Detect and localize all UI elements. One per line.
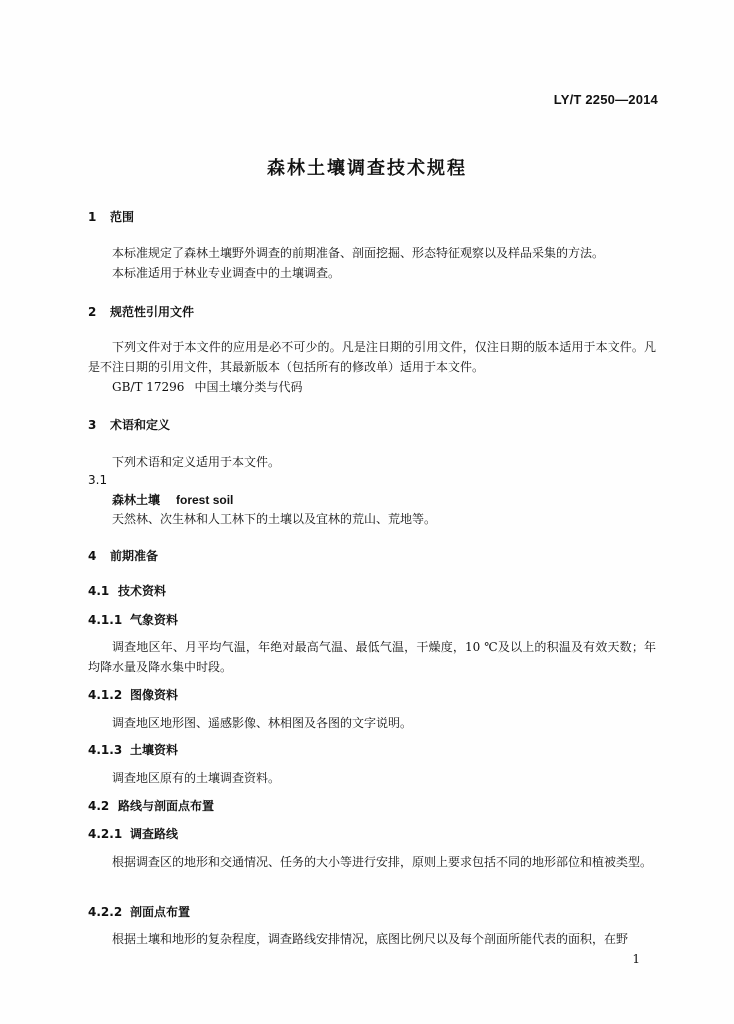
section-title: 术语和定义: [110, 418, 171, 432]
section-title: 图像资料: [130, 688, 179, 702]
section-4-1-3-heading: [88, 741, 178, 758]
section-2-heading: [88, 303, 194, 320]
section-4-1-3-paragraph: 调查地区原有的土壤调查资料。: [112, 771, 281, 785]
section-4-1-heading: [88, 582, 166, 599]
section-4-1-1-paragraph: 调查地区年、月平均气温，年绝对最高气温、最低气温，干燥度，10 ℃及以上的积温及有效天数；年均降水量及降水集中时段。: [88, 640, 656, 674]
section-4-heading: [88, 547, 158, 564]
section-2-paragraph-1: 下列文件对于本文件的应用是必不可少的。凡是注日期的引用文件，仅注日期的版本适用于本文件。凡是不注日期的引用文件，其最新版本（包括所有的修改单）适用于本文件。: [88, 340, 656, 374]
term-definition: 天然林、次生林和人工林下的土壤以及宜林的荒山、荒地等。: [112, 512, 437, 526]
section-number: 4.2.2: [88, 905, 123, 919]
term-chinese: 森林土壤: [112, 493, 161, 507]
section-title: 调查路线: [130, 827, 179, 841]
section-3-heading: [88, 416, 170, 433]
section-number: 4.1.1: [88, 613, 123, 627]
section-title: 气象资料: [130, 613, 179, 627]
section-number: 2: [88, 305, 97, 319]
section-number: 4.1.3: [88, 743, 123, 757]
term-english: forest soil: [176, 493, 234, 507]
reference-code: GB/T 17296: [112, 380, 185, 394]
section-title: 技术资料: [118, 584, 167, 598]
section-number: 4.1.2: [88, 688, 123, 702]
section-4-2-1-paragraph: 根据调查区的地形和交通情况、任务的大小等进行安排，原则上要求包括不同的地形部位和植被类型。: [112, 855, 653, 869]
section-title: 规范性引用文件: [110, 305, 195, 319]
page-number: 1: [632, 952, 640, 966]
section-number: 1: [88, 210, 97, 224]
section-1-heading: [88, 208, 134, 225]
section-4-2-heading: [88, 797, 214, 814]
section-4-2-2-heading: [88, 903, 190, 920]
term-name: [112, 491, 233, 508]
section-title: 范围: [110, 210, 135, 224]
section-number: 4.2.1: [88, 827, 123, 841]
section-title: 土壤资料: [130, 743, 179, 757]
section-number: 4: [88, 549, 97, 563]
section-title: 路线与剖面点布置: [118, 799, 215, 813]
section-number: 3: [88, 418, 97, 432]
section-number: 4.2: [88, 799, 110, 813]
section-4-1-1-heading: [88, 611, 178, 628]
section-title: 剖面点布置: [130, 905, 191, 919]
section-4-1-2-heading: [88, 686, 178, 703]
section-4-2-2-paragraph: 根据土壤和地形的复杂程度，调查路线安排情况，底图比例尺以及每个剖面所能代表的面积，在野: [112, 932, 629, 946]
term-number: 3.1: [88, 473, 108, 487]
section-title: 前期准备: [110, 549, 159, 563]
document-title: 森林土壤调查技术规程: [267, 158, 467, 179]
normative-reference: [112, 378, 302, 395]
standard-code: LY/T 2250—2014: [553, 92, 658, 107]
section-number: 4.1: [88, 584, 110, 598]
section-4-1-2-paragraph: 调查地区地形图、遥感影像、林相图及各图的文字说明。: [112, 716, 413, 730]
section-3-paragraph-1: 下列术语和定义适用于本文件。: [112, 455, 281, 469]
section-4-2-1-heading: [88, 825, 178, 842]
reference-title: 中国土壤分类与代码: [194, 380, 303, 394]
section-1-paragraph-2: 本标准适用于林业专业调查中的土壤调查。: [112, 266, 341, 280]
section-1-paragraph-1: 本标准规定了森林土壤野外调查的前期准备、剖面挖掘、形态特征观察以及样品采集的方法。: [112, 246, 605, 260]
